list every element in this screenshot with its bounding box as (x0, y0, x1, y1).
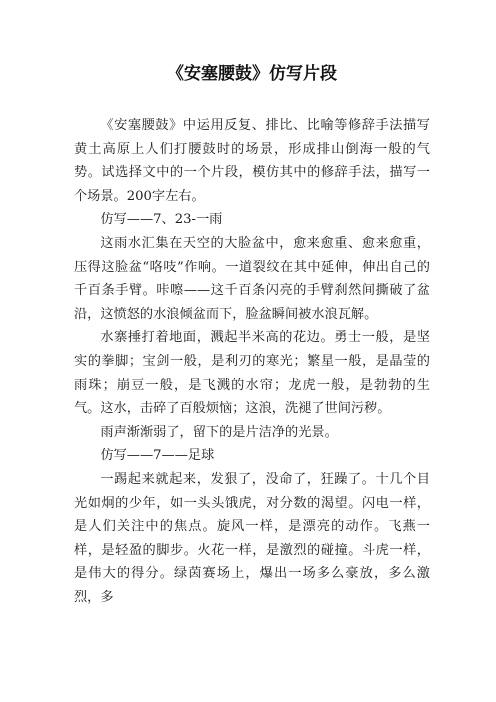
document-title: 《安塞腰鼓》仿写片段 (167, 64, 337, 84)
paragraph-heading-rain: 仿写——7、23-一雨 (100, 212, 223, 228)
paragraph-rain-2: 水寨捶打着地面，溅起半米高的花边。勇士一般，是坚实的拳脚；宝剑一般，是利刃的寒光；繁星一般，是晶莹的雨珠；崩豆一般，是飞溅的水帘；龙虎一般，是勃勃的生气。这水，击碎了百般烦恼；这浪，洗褪了世间污秽。 (74, 330, 430, 417)
paragraph-heading-football: 仿写——7——足球 (100, 448, 215, 464)
paragraph-football-1: 一踢起来就起来，发狠了，没命了，狂躁了。十几个目光如炯的少年，如一头头饿虎，对分数的渴望。闪电一样，是人们关注中的焦点。旋风一样，是漂亮的动作。飞燕一样，是轻盈的脚步。火花一样，是激烈的碰撞。斗虎一样，是伟大的得分。绿茵赛场上，爆出一场多么豪放，多么激烈，多 (74, 471, 430, 605)
paragraph-intro: 《安塞腰鼓》中运用反复、排比、比喻等修辞手法描写黄土高原上人们打腰鼓时的场景，形成排山倒海一般的气势。试选择文中的一个片段，模仿其中的修辞手法，描写一个场景。200字左右。 (74, 118, 430, 204)
paragraph-rain-3: 雨声渐渐弱了，留下的是片洁净的光景。 (100, 424, 338, 440)
paragraph-rain-1: 这雨水汇集在天空的大脸盆中，愈来愈重、愈来愈重，压得这脸盆“咯吱”作响。一道裂纹在其中延伸，伸出自己的千百条手臂。咔嚓——这千百条闪亮的手臂刹然间撕破了盆沿，这愤怒的水浪倾盆而下，脸盆瞬间被水浪瓦解。 (74, 235, 430, 322)
